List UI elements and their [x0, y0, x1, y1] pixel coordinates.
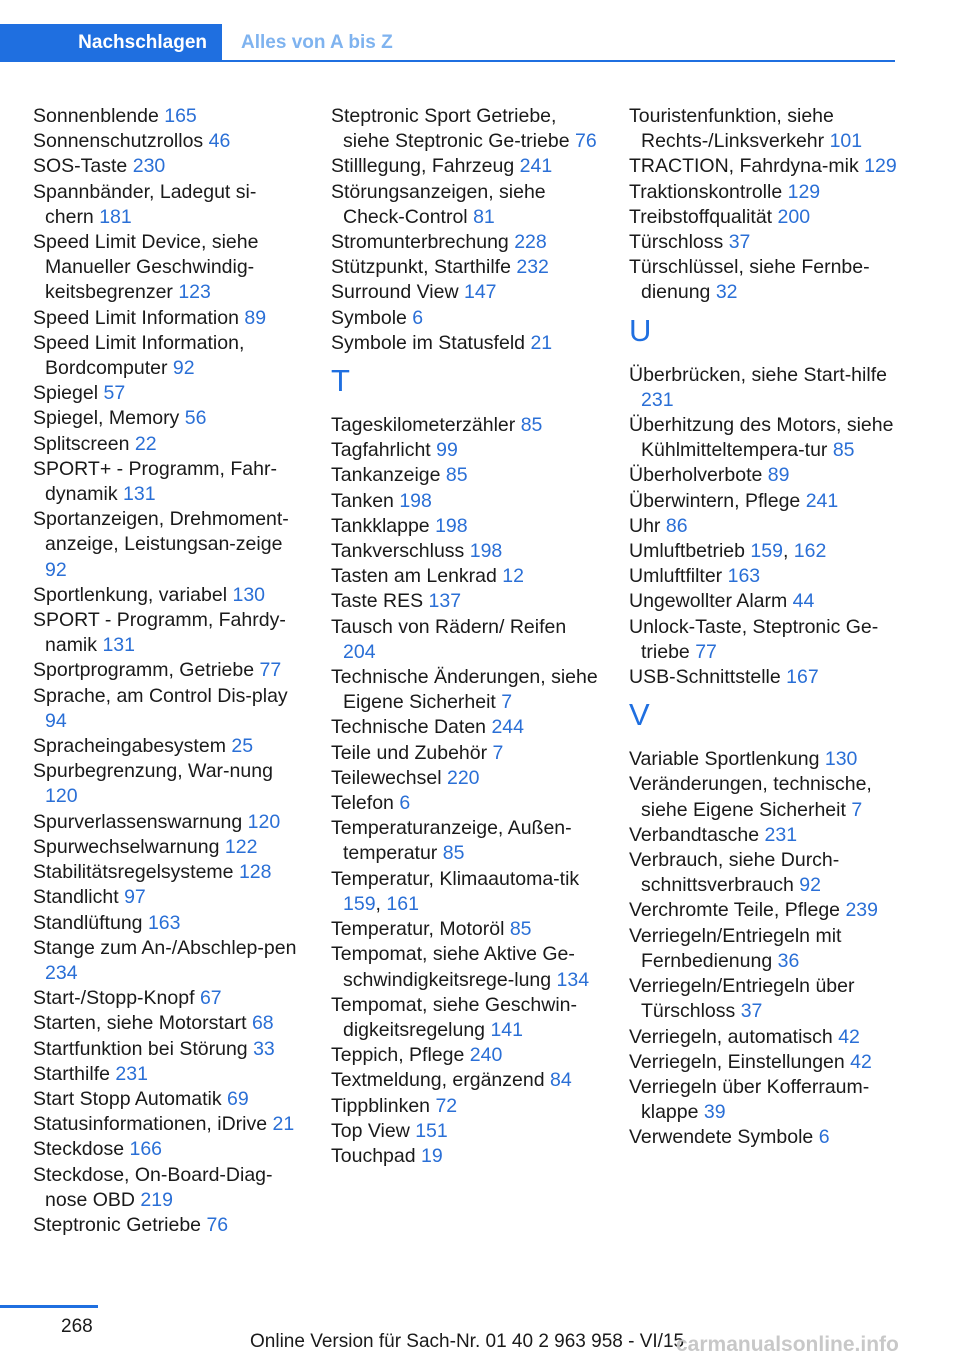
page-link[interactable]: 85 — [509, 918, 532, 941]
index-term: Tankverschluss — [331, 540, 465, 563]
page-link[interactable]: 129 — [864, 155, 897, 178]
page-link[interactable]: 89 — [244, 306, 267, 329]
page-link[interactable]: 6 — [818, 1126, 830, 1149]
index-term: Technische Änderungen, siehe Eigene Sicherheit — [331, 666, 598, 714]
index-entry — [331, 463, 601, 488]
index-entry — [331, 993, 601, 1043]
index-entry — [629, 154, 899, 179]
index-entry — [629, 589, 899, 614]
index-entry — [33, 759, 303, 809]
index-term: Tippblinken — [331, 1094, 431, 1117]
index-term: Touristenfunktion, siehe Rechts-/Linksverkehr — [629, 105, 834, 153]
page-link[interactable]: 130 — [824, 748, 858, 771]
index-column-3 — [629, 104, 899, 1151]
index-entry: Umluftbetrieb 159, 162 — [629, 540, 827, 563]
index-term: Sportlenkung, variabel — [33, 583, 228, 606]
page-link[interactable]: 231 — [641, 388, 674, 411]
index-term: Touchpad — [331, 1144, 416, 1167]
index-term: Steptronic Getriebe — [33, 1213, 202, 1236]
page-link[interactable]: 76 — [574, 130, 597, 153]
index-entry — [33, 835, 303, 860]
index-entry — [33, 1163, 303, 1213]
index-term: Spurverlassenswarnung — [33, 810, 243, 833]
index-entry — [331, 615, 601, 665]
page-link[interactable]: 162 — [793, 540, 827, 563]
index-entry — [629, 747, 899, 772]
index-entry — [33, 1062, 303, 1087]
section-letter: U — [629, 312, 652, 348]
page-link[interactable]: 44 — [792, 590, 815, 613]
page-link[interactable]: 128 — [238, 861, 272, 884]
index-term: Sportanzeigen, Drehmoment-​anzeige, Leistungsan-​zeige — [33, 508, 289, 556]
index-entry — [33, 1087, 303, 1112]
page-link[interactable]: 241 — [519, 155, 553, 178]
index-entry — [629, 230, 899, 255]
index-entry — [331, 917, 601, 942]
index-term: Türschloss — [629, 231, 724, 254]
index-entry — [33, 230, 303, 306]
page-link[interactable]: 219 — [140, 1188, 173, 1211]
page-link[interactable]: 101 — [829, 130, 863, 153]
index-term: Steptronic Sport Getriebe, siehe Steptronic Ge-​triebe — [331, 105, 570, 153]
index-term: Verchromte Teile, Pflege — [629, 899, 841, 922]
page-link[interactable]: 21 — [530, 331, 553, 354]
tab-nachschlagen[interactable]: Nachschlagen — [0, 24, 222, 62]
page-link[interactable]: 147 — [463, 281, 497, 304]
index-entry — [331, 665, 601, 715]
page-link[interactable]: 163 — [727, 565, 761, 588]
page-link[interactable]: 131 — [102, 634, 135, 657]
index-entry — [629, 848, 899, 898]
index-entry — [629, 363, 899, 413]
index-term: Stabilitätsregelsysteme — [33, 861, 234, 884]
index-entry — [33, 457, 303, 507]
index-entry — [331, 589, 601, 614]
page-link[interactable]: 231 — [115, 1062, 148, 1085]
index-entry — [629, 255, 899, 305]
index-term: Spiegel — [33, 382, 99, 405]
page-link[interactable]: 134 — [556, 968, 590, 991]
index-term: USB-Schnittstelle — [629, 666, 781, 689]
page-link[interactable]: 7 — [851, 798, 863, 821]
page-link[interactable]: 12 — [502, 565, 524, 588]
index-entry — [33, 885, 303, 910]
index-term: Verbrauch, siehe Durch-​schnittsverbrauch — [629, 849, 840, 897]
index-entry — [33, 986, 303, 1011]
index-entry — [33, 1037, 303, 1062]
index-term: Uhr — [629, 514, 661, 537]
index-term: Stange zum An-/Abschlep-​pen — [33, 936, 297, 959]
index-term: Standlüftung — [33, 911, 143, 934]
index-term: Temperatur, Klimaautoma-​tik — [331, 867, 580, 890]
index-entry — [629, 974, 899, 1024]
index-entry — [331, 255, 601, 280]
page-link[interactable]: 244 — [491, 716, 524, 739]
index-entry — [629, 1125, 899, 1150]
index-entry — [629, 615, 899, 665]
page-link[interactable]: 141 — [490, 1018, 523, 1041]
page-link[interactable]: 69 — [227, 1087, 249, 1110]
index-term: Sonnenschutzrollos — [33, 130, 204, 153]
index-entry — [331, 942, 601, 992]
page-link[interactable]: 200 — [777, 205, 811, 228]
page-link[interactable]: 129 — [787, 180, 821, 203]
index-entry — [33, 684, 303, 734]
page-link[interactable]: 72 — [435, 1094, 458, 1117]
index-term: Spannbänder, Ladegut si-​chern — [33, 180, 257, 228]
section-letter: T — [331, 363, 350, 399]
page-link[interactable]: 42 — [838, 1025, 860, 1048]
index-entry — [331, 1068, 601, 1093]
page-link[interactable]: 85 — [445, 464, 468, 487]
index-term: Temperatur, Motoröl — [331, 918, 505, 941]
index-entry — [629, 772, 899, 822]
page-link[interactable]: 228 — [514, 231, 547, 254]
page-link[interactable]: 42 — [850, 1050, 872, 1073]
page-link[interactable]: 67 — [199, 987, 222, 1010]
page-link[interactable]: 239 — [845, 899, 878, 922]
index-entry — [629, 104, 899, 154]
footer-rule — [0, 1305, 98, 1308]
index-term: Verriegeln, automatisch — [629, 1025, 833, 1048]
index-term: Tanken — [331, 489, 394, 512]
index-term: Tankklappe — [331, 514, 430, 537]
page-link[interactable]: 89 — [767, 464, 790, 487]
index-term: Stromunterbrechung — [331, 231, 509, 254]
index-term: Veränderungen, technische, siehe Eigene Sicherheit — [629, 773, 872, 821]
page-link[interactable]: 33 — [253, 1037, 275, 1060]
index-entry — [331, 539, 601, 564]
index-entry — [33, 860, 303, 885]
index-term: Steckdose, On-Board-Diag-​nose OBD — [33, 1163, 273, 1211]
index-entry — [33, 104, 303, 129]
page-link[interactable]: 46 — [208, 130, 231, 153]
index-term: Störungsanzeigen, siehe Check-Control — [331, 180, 546, 228]
page-link[interactable]: 39 — [703, 1101, 726, 1124]
index-term: Taste RES — [331, 590, 424, 613]
index-entry — [629, 564, 899, 589]
index-term: Startfunktion bei Störung — [33, 1037, 248, 1060]
page-link[interactable]: 220 — [446, 766, 480, 789]
page-link[interactable]: 198 — [435, 514, 468, 537]
index-entry — [33, 154, 303, 179]
page-link[interactable]: 165 — [164, 105, 197, 127]
page-link[interactable]: 85 — [442, 842, 465, 865]
page-link[interactable]: 120 — [45, 785, 78, 808]
index-entry — [33, 1011, 303, 1036]
page-link[interactable]: 85 — [832, 439, 855, 462]
index-term: SPORT+ - Programm, Fahr-​dynamik — [33, 457, 277, 506]
page-link[interactable]: 84 — [549, 1069, 572, 1092]
index-column-2 — [331, 104, 601, 1169]
page-link[interactable]: 204 — [343, 640, 376, 663]
page-link[interactable]: 77 — [695, 640, 717, 663]
index-term: Unlock-Taste, Steptronic Ge-​triebe — [629, 615, 879, 663]
index-term: Tasten am Lenkrad — [331, 565, 497, 588]
index-entry — [331, 154, 601, 179]
index-term: SPORT - Programm, Fahrdy-​namik — [33, 609, 286, 657]
page-link[interactable]: 198 — [469, 540, 503, 563]
page-link[interactable]: 232 — [516, 256, 549, 279]
index-entry — [629, 1050, 899, 1075]
page-link[interactable]: 166 — [129, 1138, 163, 1161]
index-entry — [33, 331, 303, 381]
page-link[interactable]: 81 — [473, 205, 495, 228]
index-entry — [33, 129, 303, 154]
page-link[interactable]: 123 — [178, 281, 211, 304]
page-link[interactable]: 181 — [99, 205, 132, 228]
page-link[interactable]: 32 — [715, 281, 738, 304]
page-link[interactable]: 198 — [399, 489, 432, 512]
index-term: Surround View — [331, 281, 459, 304]
index-term: Ungewollter Alarm — [629, 590, 788, 613]
page-link[interactable]: 22 — [134, 432, 157, 455]
page-link[interactable]: 37 — [740, 1000, 763, 1023]
index-term: Top View — [331, 1119, 410, 1142]
page-link[interactable]: 97 — [124, 886, 146, 909]
index-term: Sonnenblende — [33, 105, 159, 127]
index-entry — [33, 658, 303, 683]
index-term: Start Stopp Automatik — [33, 1087, 222, 1110]
page-link[interactable]: 6 — [412, 306, 424, 329]
page-link[interactable]: 167 — [786, 666, 819, 689]
index-term: TRACTION, Fahrdyna-​mik — [629, 155, 859, 178]
index-entry — [629, 413, 899, 463]
page-link[interactable]: 68 — [251, 1012, 274, 1035]
index-entry — [331, 413, 601, 438]
index-entry — [33, 381, 303, 406]
index-entry — [331, 564, 601, 589]
page-link[interactable]: 131 — [123, 483, 156, 506]
index-term: Überbrücken, siehe Start-​hilfe — [629, 363, 887, 386]
index-term: Speed Limit Information — [33, 306, 239, 329]
index-term: Traktionskontrolle — [629, 180, 783, 203]
index-entry — [331, 438, 601, 463]
index-term: Textmeldung, ergänzend — [331, 1069, 545, 1092]
index-term: Temperaturanzeige, Außen-​temperatur — [331, 817, 572, 865]
index-term: Verriegeln/Entriegeln über Türschloss — [629, 975, 855, 1023]
index-term: Speed Limit Information, Bordcomputer — [33, 331, 245, 380]
index-term: Tagfahrlicht — [331, 439, 431, 462]
index-entry — [629, 898, 899, 923]
index-entry — [33, 432, 303, 457]
page-link[interactable]: 92 — [45, 558, 67, 581]
index-term: Umluftfilter — [629, 565, 723, 588]
tab-alles-von-a-bis-z[interactable]: Alles von A bis Z — [241, 32, 393, 53]
page-link[interactable]: 94 — [45, 709, 67, 732]
index-entry — [629, 1075, 899, 1125]
index-entry — [331, 306, 601, 331]
index-term: Verriegeln über Kofferraum-​klappe — [629, 1075, 870, 1124]
index-term: Telefon — [331, 792, 394, 815]
index-term: Statusinformationen, iDrive — [33, 1113, 268, 1136]
page-link[interactable]: 37 — [728, 231, 751, 254]
index-term: Starthilfe — [33, 1062, 110, 1085]
page-link[interactable]: 159 — [343, 892, 376, 915]
index-term: Symbole im Statusfeld — [331, 331, 526, 354]
online-version-note: Online Version für Sach-Nr. 01 40 2 963 958 - VI/15 — [250, 1331, 685, 1352]
page-link[interactable]: 6 — [399, 792, 411, 815]
page-link[interactable]: 231 — [764, 823, 798, 846]
index-entry — [629, 1025, 899, 1050]
index-term: Überholverbote — [629, 464, 763, 487]
index-entry — [331, 1144, 601, 1169]
page-link[interactable]: 56 — [184, 407, 207, 430]
index-term: Verriegeln/Entriegeln mit Fernbedienung — [629, 924, 842, 972]
page-link[interactable]: 92 — [172, 357, 195, 380]
index-entry — [331, 230, 601, 255]
index-term: Tempomat, siehe Aktive Ge-​schwindigkeitsrege-​lung — [331, 943, 575, 991]
index-entry — [331, 280, 601, 305]
page-link[interactable]: 163 — [147, 911, 181, 934]
page-link[interactable]: 159 — [750, 540, 783, 563]
page-link[interactable]: 85 — [520, 414, 543, 437]
index-column-1 — [33, 104, 303, 1238]
page-link[interactable]: 130 — [232, 583, 266, 606]
index-term: Tankanzeige — [331, 464, 441, 487]
page-link[interactable]: 99 — [436, 439, 458, 462]
page-link[interactable]: 241 — [805, 489, 839, 512]
index-entry — [33, 936, 303, 986]
index-entry — [33, 406, 303, 431]
page-number: 268 — [61, 1316, 93, 1337]
index-entry — [629, 489, 899, 514]
page-header — [0, 24, 895, 62]
index-term: Verriegeln, Einstellungen — [629, 1050, 845, 1073]
index-term: Teile und Zubehör — [331, 741, 488, 764]
page-link[interactable]: 230 — [132, 155, 166, 178]
index-entry — [33, 810, 303, 835]
index-entry — [331, 1094, 601, 1119]
index-entry — [331, 715, 601, 740]
index-entry — [331, 489, 601, 514]
index-term: Spurwechselwarnung — [33, 835, 220, 858]
index-term: Variable Sportlenkung — [629, 748, 820, 771]
index-entry: Temperatur, Klimaautoma-​tik 159, 161 — [331, 867, 580, 915]
index-entry — [33, 306, 303, 331]
index-entry — [33, 911, 303, 936]
index-term: Tempomat, siehe Geschwin-​digkeitsregelung — [331, 993, 578, 1041]
index-term: Splitscreen — [33, 432, 130, 455]
page-link[interactable]: 234 — [45, 961, 78, 984]
page-link[interactable]: 86 — [665, 514, 688, 537]
page-link[interactable]: 76 — [206, 1213, 229, 1236]
index-term: Verbandtasche — [629, 823, 760, 846]
index-term: Starten, siehe Motorstart — [33, 1012, 247, 1035]
page-link[interactable]: 19 — [421, 1144, 443, 1167]
index-term: Stilllegung, Fahrzeug — [331, 155, 515, 178]
index-entry — [33, 1213, 303, 1238]
page-link[interactable]: 92 — [799, 874, 821, 897]
index-entry — [629, 180, 899, 205]
index-term: Teilewechsel — [331, 766, 442, 789]
page-link[interactable]: 7 — [492, 741, 504, 764]
index-term: Überwintern, Pflege — [629, 489, 801, 512]
index-entry — [331, 331, 601, 356]
page-link[interactable]: 240 — [469, 1044, 503, 1067]
index-term: Sportprogramm, Getriebe — [33, 659, 255, 682]
index-entry — [331, 180, 601, 230]
page-link[interactable]: 25 — [231, 735, 254, 758]
index-term: Symbole — [331, 306, 407, 329]
page-link[interactable]: 21 — [272, 1113, 295, 1136]
page-link[interactable]: 151 — [415, 1119, 448, 1142]
index-term: Spiegel, Memory — [33, 407, 180, 430]
index-term: Start-/Stopp-Knopf — [33, 987, 195, 1010]
index-term: Sprache, am Control Dis-​play — [33, 684, 288, 707]
index-term: Umluftbetrieb — [629, 540, 745, 563]
index-entry — [331, 514, 601, 539]
index-entry — [33, 1112, 303, 1137]
index-term: Überhitzung des Motors, siehe Kühlmitteltempera-​tur — [629, 414, 894, 462]
page-link[interactable]: 36 — [777, 949, 800, 972]
page-link[interactable]: 57 — [103, 382, 126, 405]
index-term: Speed Limit Device, siehe Manueller Geschwindig-​keitsbegrenzer — [33, 231, 259, 304]
index-entry — [33, 608, 303, 658]
index-term: Steckdose — [33, 1138, 125, 1161]
index-entry — [33, 583, 303, 608]
index-entry — [331, 791, 601, 816]
index-entry — [629, 514, 899, 539]
page-link[interactable]: 7 — [501, 691, 513, 714]
index-entry — [629, 463, 899, 488]
index-entry — [33, 180, 303, 230]
index-term: Spracheingabesystem — [33, 735, 226, 758]
site-watermark: carmanualsonline.info — [676, 1333, 899, 1356]
index-term: Teppich, Pflege — [331, 1044, 465, 1067]
index-entry — [331, 104, 601, 154]
page-link[interactable]: 122 — [224, 835, 258, 858]
index-entry — [331, 816, 601, 866]
index-entry — [33, 507, 303, 583]
index-term: Standlicht — [33, 886, 119, 909]
index-entry — [629, 823, 899, 848]
section-letter: V — [629, 697, 650, 733]
index-term: SOS-Taste — [33, 155, 128, 178]
index-term: Verwendete Symbole — [629, 1126, 814, 1149]
page-link[interactable]: 137 — [428, 590, 462, 613]
index-term: Stützpunkt, Starthilfe — [331, 256, 511, 279]
index-entry — [33, 734, 303, 759]
index-entry — [331, 1043, 601, 1068]
index-entry — [331, 1119, 601, 1144]
page-link[interactable]: 161 — [386, 892, 419, 915]
index-entry — [33, 1137, 303, 1162]
index-term: Tageskilometerzähler — [331, 414, 516, 437]
index-entry — [331, 766, 601, 791]
index-term: Treibstoffqualität — [629, 205, 773, 228]
page-link[interactable]: 77 — [259, 659, 282, 682]
index-entry — [331, 741, 601, 766]
index-entry — [629, 205, 899, 230]
index-term: Technische Daten — [331, 716, 487, 739]
index-entry — [629, 924, 899, 974]
index-term: Türschlüssel, siehe Fernbe-​dienung — [629, 256, 870, 304]
index-term: Spurbegrenzung, War-​nung — [33, 760, 273, 783]
index-term: Tausch von Rädern/ Reifen — [331, 615, 567, 638]
page-link[interactable]: 120 — [247, 810, 281, 833]
index-entry — [629, 665, 899, 690]
